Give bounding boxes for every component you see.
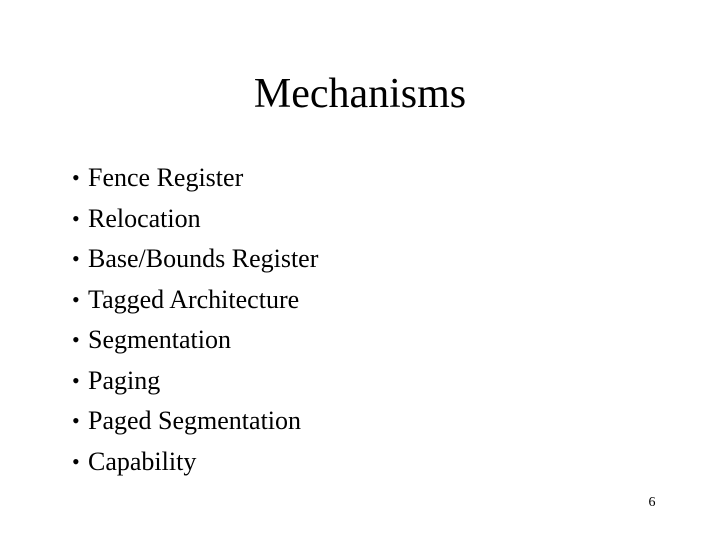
bullet-icon: • [72, 246, 80, 272]
bullet-icon: • [72, 286, 80, 312]
bullet-item [72, 320, 318, 361]
page-number: 6 [648, 495, 656, 510]
bullet-item [72, 158, 318, 199]
bullet-icon: • [72, 165, 80, 191]
bullet-item [72, 361, 318, 402]
bullet-icon: • [72, 448, 80, 474]
bullet-item [72, 239, 318, 280]
bullet-label: Paged Segmentation [88, 406, 302, 436]
bullet-list [72, 158, 318, 482]
bullet-label: Segmentation [88, 325, 231, 355]
bullet-label: Capability [88, 446, 197, 476]
bullet-label: Fence Register [88, 163, 244, 193]
bullet-item [72, 199, 318, 240]
slide-title: Mechanisms [253, 71, 467, 117]
bullet-icon: • [72, 408, 80, 434]
bullet-item [72, 442, 318, 483]
bullet-label: Paging [88, 365, 161, 395]
bullet-label: Base/Bounds Register [88, 244, 319, 274]
bullet-icon: • [72, 205, 80, 231]
bullet-icon: • [72, 367, 80, 393]
bullet-icon: • [72, 327, 80, 353]
bullet-label: Relocation [88, 203, 201, 233]
bullet-label: Tagged Architecture [88, 284, 300, 314]
bullet-item [72, 280, 318, 321]
bullet-item [72, 401, 318, 442]
